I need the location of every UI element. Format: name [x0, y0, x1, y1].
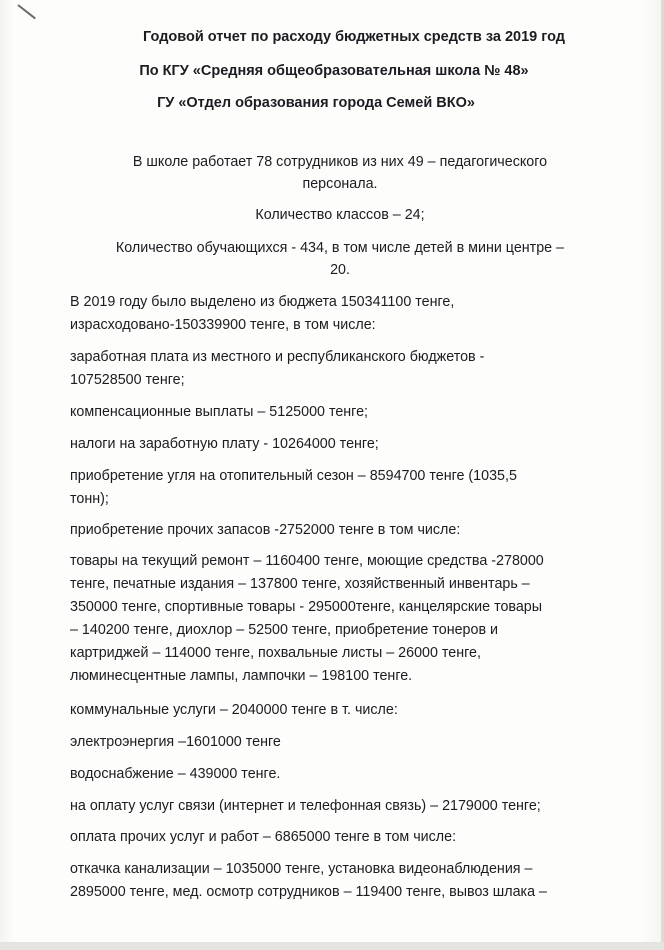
paragraph-line: заработная плата из местного и республиканского бюджетов - — [70, 349, 485, 365]
page-bottom-edge — [0, 942, 664, 950]
coal-paragraph — [70, 465, 618, 511]
staff-line: персонала. — [302, 176, 378, 192]
supplies-paragraph — [70, 519, 618, 542]
classes-info — [70, 204, 610, 226]
paragraph-line: налоги на заработную плату - 10264000 тенге; — [70, 436, 379, 452]
communications-paragraph — [70, 795, 618, 818]
paragraph-line: – 140200 тенге, диохлор – 52500 тенге, приобретение тонеров и — [70, 622, 498, 638]
paragraph-line: откачка канализации – 1035000 тенге, установка видеонаблюдения – — [70, 861, 533, 877]
services-paragraph — [70, 826, 618, 849]
paragraph-line: картриджей – 114000 тенге, похвальные листы – 26000 тенге, — [70, 645, 481, 661]
students-info — [66, 237, 614, 281]
paragraph-line: люминесцентные лампы, лампочки – 198100 тенге. — [70, 668, 413, 684]
water-paragraph — [70, 763, 618, 786]
paragraph-line: тенге, печатные издания – 137800 тенге, хозяйственный инвентарь – — [70, 576, 530, 592]
paragraph-line: 350000 тенге, спортивные товары - 295000тенге, канцелярские товары — [70, 599, 543, 615]
electricity-paragraph — [70, 731, 618, 754]
taxes-paragraph — [70, 433, 618, 456]
students-line: Количество обучающихся - 434, в том числе детей в мини центре – — [115, 240, 565, 256]
compensation-paragraph — [70, 401, 618, 424]
paragraph-line: В 2019 году было выделено из бюджета 150341100 тенге, — [70, 294, 455, 310]
salary-paragraph — [70, 346, 618, 392]
report-school: По КГУ «Средняя общеобразовательная школа № 48» — [139, 63, 529, 79]
paragraph-line: коммунальные услуги – 2040000 тенге в т. числе: — [70, 702, 398, 718]
paragraph-line: компенсационные выплаты – 5125000 тенге; — [70, 404, 369, 420]
utilities-paragraph — [70, 699, 618, 722]
report-title: Годовой отчет по расходу бюджетных средств за 2019 год — [143, 29, 565, 45]
paragraph-line: электроэнергия –1601000 тенге — [70, 734, 281, 750]
paragraph-line: товары на текущий ремонт – 1160400 тенге, моющие средства -278000 — [70, 553, 544, 569]
paragraph-line: водоснабжение – 439000 тенге. — [70, 766, 281, 782]
paragraph-line: приобретение прочих запасов -2752000 тенге в том числе: — [70, 522, 461, 538]
paragraph-line: тонн); — [70, 491, 109, 507]
budget-paragraph — [70, 291, 618, 337]
goods-paragraph — [70, 550, 618, 688]
scan-mark — [17, 4, 36, 19]
services-detail-paragraph — [70, 858, 618, 904]
paragraph-line: оплата прочих услуг и работ – 6865000 тенге в том числе: — [70, 829, 457, 845]
report-department: ГУ «Отдел образования города Семей ВКО» — [157, 95, 475, 111]
students-line: 20. — [330, 262, 350, 278]
classes-line: Количество классов – 24; — [255, 207, 425, 223]
staff-info — [70, 151, 610, 195]
paragraph-line: израсходовано-150339900 тенге, в том числе: — [70, 317, 376, 333]
paragraph-line: на оплату услуг связи (интернет и телефонная связь) – 2179000 тенге; — [70, 798, 541, 814]
staff-line: В школе работает 78 сотрудников из них 49 – педагогического — [132, 154, 548, 170]
paragraph-line: 2895000 тенге, мед. осмотр сотрудников – 119400 тенге, вывоз шлака – — [70, 884, 547, 900]
paragraph-line: 107528500 тенге; — [70, 372, 185, 388]
paragraph-line: приобретение угля на отопительный сезон – 8594700 тенге (1035,5 — [70, 468, 517, 484]
